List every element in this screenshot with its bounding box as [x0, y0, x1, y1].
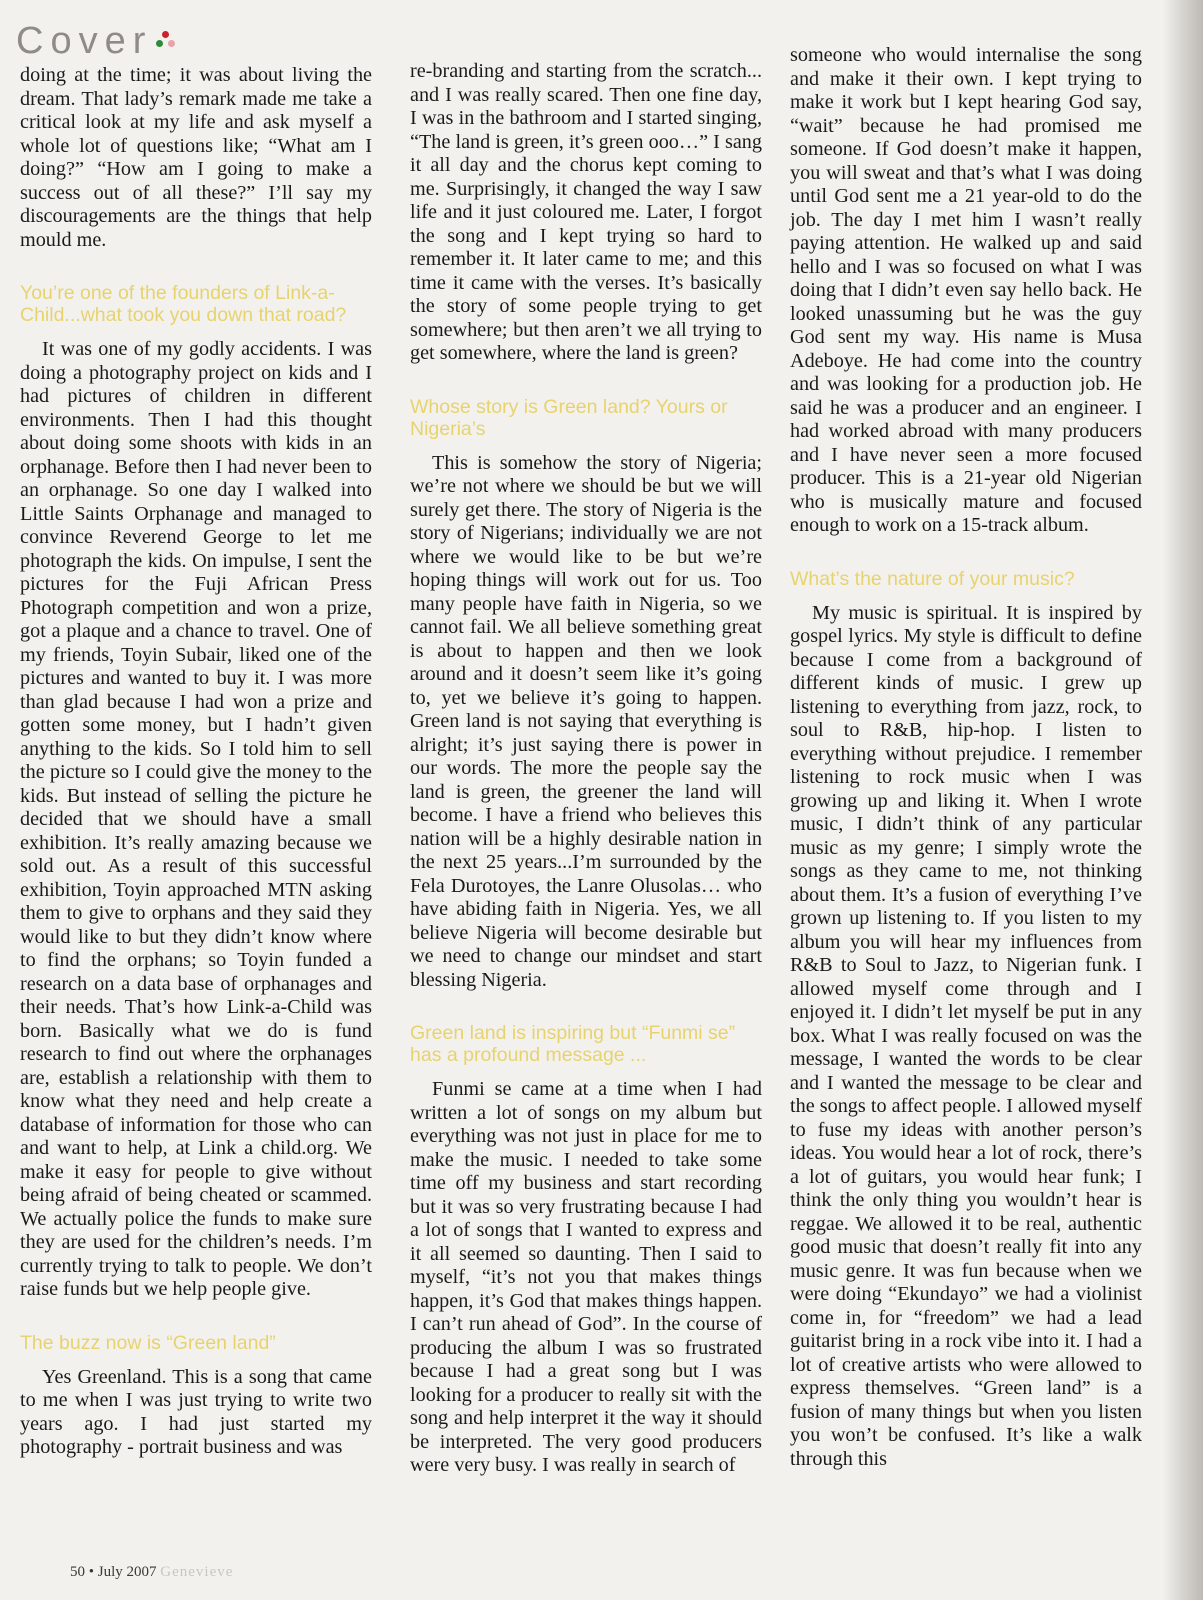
- body-paragraph: Funmi se came at a time when I had written a lot of songs on my album but everything was not just in place for me to make the music. I needed to take some time off my business and start recording but it was so very frustrating because I had a lot of songs that I wanted to express and it all seemed so daunting. Then I said to myself, “it’s not you that makes things happen, it’s God that makes things happen. I can’t run ahead of God”. In the course of producing the album I was so frustrated because I had a great song but I was looking for a producer to really sit with the song and help interpret it the way it should be interpreted. The very good producers were very busy. I was really in search of: [410, 1078, 762, 1476]
- body-paragraph: doing at the time; it was about living the dream. That lady’s remark made me take a critical look at my life and ask myself a whole lot of questions like; “What am I doing?” “How am I going to make a success out of all these?” I’ll say my discouragements are the things that help mould me.: [20, 64, 372, 251]
- interview-question: Whose story is Green land? Yours or Nigeria’s: [410, 395, 728, 440]
- magazine-name: Genevieve: [160, 1564, 234, 1580]
- interview-question: Green land is inspiring but “Funmi se” has a profound message ...: [410, 1022, 736, 1066]
- section-header: [16, 20, 180, 63]
- interview-question: What’s the nature of your music?: [790, 567, 1075, 590]
- body-paragraph: Yes Greenland. This is a song that came to me when I was just trying to write two years ago. I had just started my photography - portrait business and was: [20, 1365, 372, 1458]
- dot-icon: [156, 40, 163, 47]
- text-column-3: [790, 44, 1142, 1471]
- body-paragraph: It was one of my godly accidents. I was doing a photography project on kids and I had pictures of children in different environments. Then I had this thought about doing some shoots with kids in an orphanage. Before then I had never been to an orphanage. So one day I walked into Little Saints Orphanage and managed to convince Reverend George to let me photograph the kids. On impulse, I sent the pictures for the Fuji African Press Photograph competition and won a prize, got a plaque and a chance to travel. One of my friends, Toyin Subair, liked one of the pictures and wanted to buy it. I was more than glad because I had won a prize and gotten some money, but I hadn’t given anything to the kids. So I told him to sell the picture so I could give the money to the kids. But instead of selling the picture he decided that we should have a small exhibition. It’s really amazing because we sold out. As a result of this successful exhibition, Toyin approached MTN asking them to give to orphans and they said they would like to but they didn’t know where to find the orphans; so Toyin funded a research on a data base of orphanages and their needs. That’s how Link-a-Child was born. Basically what we do is fund research to find out where the orphanages are, establish a relationship with them to know what they need and help create a database of information for those who can and want to help, at Link a child.org. We make it easy for people to give without being afraid of being cheated or scammed. We actually police the funds to make sure they are used for the children’s needs. I’m currently trying to talk to people. We don’t raise funds but we help people give.: [20, 338, 372, 1300]
- text-column-1: [20, 64, 372, 1460]
- page-footer: [70, 1564, 233, 1581]
- body-paragraph: My music is spiritual. It is inspired by gospel lyrics. My style is difficult to define because I come from a background of different kinds of music. I grew up listening to everything from jazz, rock, to soul to R&B, hip-hop. I listen to everything without prejudice. I remember listening to rock music when I was growing up and liking it. When I wrote music, I didn’t think of any particular music as my genre; I simply wrote the songs as they came to me, not thinking about them. It’s a fusion of everything I’ve grown up listening to. If you listen to my album you will hear my influences from R&B to Soul to Jazz, to Nigerian funk. I allowed myself come through and I enjoyed it. I didn’t let myself be put in any box. What I was really focused on was the message, I wanted the words to be clear and I wanted the message to be clear and the songs to affect people. I allowed myself to fuse my ideas with another person’s ideas. You would hear a lot of rock, there’s a lot of guitars, you would hear funk; I think the only thing you wouldn’t hear is reggae. We allowed it to be real, authentic good music that doesn’t really fit into any music genre. It was fun because when we were doing “Ekundayo” we had a violinist come in, for “freedom” we had a lead guitarist bring in a rock vibe into it. I had a lot of creative artists who were allowed to express themselves. “Green land” is a fusion of many things but when you listen you won’t be confused. It’s like a walk through this: [790, 601, 1142, 1470]
- body-paragraph: re-branding and starting from the scratch... and I was really scared. Then one fine day, I was in the bathroom and I started singing, “The land is green, it’s green ooo…” I sang it all day and the chorus kept coming to me. Surprisingly, it changed the way I saw life and it just coloured me. Later, I forgot the song and I kept trying so hard to remember it. It later came to me; and this time it came with the verses. It’s basically the story of some people trying to get somewhere; but then aren’t we all trying to get somewhere, where the land is green?: [410, 60, 762, 364]
- decorative-dots-icon: [156, 31, 180, 53]
- text-column-2: [410, 60, 762, 1478]
- interview-question: You’re one of the founders of Link-a-Child...what took you down that road?: [20, 282, 347, 326]
- body-paragraph: someone who would internalise the song and make it their own. I kept trying to make it work but I kept hearing God say, “wait” because he had promised me someone. If God doesn’t make it happen, you will sweat and that’s what I was doing until God sent me a 21 year-old to do the job. The day I met him I wasn’t really paying attention. He walked up and said hello and I was so focused on what I was doing that I didn’t even say hello back. He looked unassuming but he was the guy God sent my way. His name is Musa Adeboye. He had come into the country and was looking for a production job. He said he was a producer and an engineer. I had worked abroad with many producers and I have never seen a more focused producer. This is a 21-year old Nigerian who is musically mature and focused enough to work on a 15-track album.: [790, 44, 1142, 536]
- body-paragraph: This is somehow the story of Nigeria; we’re not where we should be but we will surely get there. The story of Nigeria is the story of Nigerians; individually we are not where we would like to be but we’re hoping things will work out for us. Too many people have faith in Nigeria, so we cannot fail. We all believe something great is about to happen and then we look around and it doesn’t seem like it’s going to, yet we believe it’s going to happen. Green land is not saying that everything is alright; it’s just saying there is power in our words. The more the people say the land is green, the greener the land will become. I have a friend who believes this nation will be a highly desirable nation in the next 25 years...I’m surrounded by the Fela Durotoyes, the Lanre Olusolas… who have abiding faith in Nigeria. Yes, we all believe Nigeria will become desirable but we need to change our mindset and start blessing Nigeria.: [410, 451, 762, 991]
- section-label: Cover: [16, 20, 153, 62]
- dot-icon: [168, 40, 175, 47]
- page-edge-shadow: [1163, 0, 1203, 1600]
- footer-separator: •: [88, 1564, 95, 1580]
- interview-question: The buzz now is “Green land”: [20, 1331, 276, 1354]
- issue-date: July 2007: [97, 1564, 157, 1580]
- page-number: 50: [70, 1564, 85, 1580]
- dot-icon: [162, 31, 169, 38]
